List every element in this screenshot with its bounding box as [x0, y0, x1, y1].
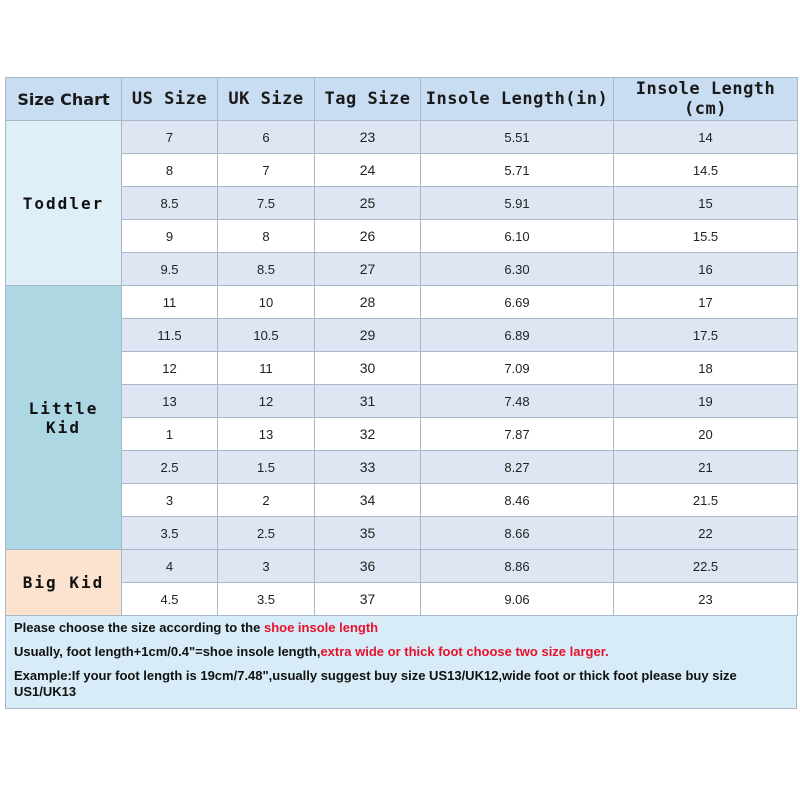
us-size-cell: 12	[122, 352, 218, 385]
tag-size-cell: 26	[315, 220, 421, 253]
tag-size-cell: 32	[315, 418, 421, 451]
table-row	[6, 385, 798, 418]
us-size-cell: 8	[122, 154, 218, 187]
insole-cm-cell: 16	[614, 253, 798, 286]
tag-size-cell: 24	[315, 154, 421, 187]
insole-in-cell: 6.30	[421, 253, 614, 286]
tag-size-cell: 37	[315, 583, 421, 616]
group-big-kid: Big Kid	[6, 550, 122, 616]
table-row	[6, 352, 798, 385]
insole-cm-cell: 21.5	[614, 484, 798, 517]
table-row	[6, 517, 798, 550]
uk-size-cell: 12	[218, 385, 315, 418]
tag-size-cell: 34	[315, 484, 421, 517]
us-size-cell: 9	[122, 220, 218, 253]
insole-in-cell: 7.09	[421, 352, 614, 385]
insole-cm-cell: 17	[614, 286, 798, 319]
us-size-cell: 11.5	[122, 319, 218, 352]
header-tag-size: Tag Size	[315, 78, 421, 121]
uk-size-cell: 6	[218, 121, 315, 154]
insole-in-cell: 5.91	[421, 187, 614, 220]
table-row	[6, 484, 798, 517]
insole-in-cell: 5.71	[421, 154, 614, 187]
table-row	[6, 418, 798, 451]
header-insole-cm: Insole Length (cm)	[614, 78, 798, 121]
tag-size-cell: 31	[315, 385, 421, 418]
insole-cm-cell: 23	[614, 583, 798, 616]
insole-in-cell: 7.87	[421, 418, 614, 451]
tag-size-cell: 30	[315, 352, 421, 385]
uk-size-cell: 8	[218, 220, 315, 253]
insole-cm-cell: 15	[614, 187, 798, 220]
header-row	[6, 78, 798, 121]
size-chart	[5, 77, 797, 709]
insole-cm-cell: 18	[614, 352, 798, 385]
table-row	[6, 319, 798, 352]
table-row	[6, 220, 798, 253]
insole-in-cell: 5.51	[421, 121, 614, 154]
insole-cm-cell: 20	[614, 418, 798, 451]
header-size-chart: Size Chart	[6, 78, 122, 121]
tag-size-cell: 27	[315, 253, 421, 286]
header-us-size: US Size	[122, 78, 218, 121]
uk-size-cell: 7.5	[218, 187, 315, 220]
insole-cm-cell: 21	[614, 451, 798, 484]
table-row	[6, 583, 798, 616]
us-size-cell: 11	[122, 286, 218, 319]
uk-size-cell: 8.5	[218, 253, 315, 286]
insole-cm-cell: 15.5	[614, 220, 798, 253]
uk-size-cell: 2	[218, 484, 315, 517]
uk-size-cell: 3	[218, 550, 315, 583]
insole-cm-cell: 14.5	[614, 154, 798, 187]
size-notes	[5, 616, 797, 709]
us-size-cell: 2.5	[122, 451, 218, 484]
us-size-cell: 3	[122, 484, 218, 517]
insole-in-cell: 6.10	[421, 220, 614, 253]
tag-size-cell: 29	[315, 319, 421, 352]
uk-size-cell: 10	[218, 286, 315, 319]
table-row	[6, 253, 798, 286]
insole-in-cell: 6.89	[421, 319, 614, 352]
us-size-cell: 3.5	[122, 517, 218, 550]
note-line-2: Usually, foot length+1cm/0.4"=shoe insole length,extra wide or thick foot choose two size larger.	[14, 644, 609, 659]
group-toddler: Toddler	[6, 121, 122, 286]
header-insole-in: Insole Length(in)	[421, 78, 614, 121]
insole-in-cell: 8.66	[421, 517, 614, 550]
insole-cm-cell: 19	[614, 385, 798, 418]
size-table	[5, 77, 798, 616]
note-highlight-wide-foot: extra wide or thick foot choose two size larger.	[320, 644, 609, 659]
us-size-cell: 4	[122, 550, 218, 583]
uk-size-cell: 1.5	[218, 451, 315, 484]
us-size-cell: 4.5	[122, 583, 218, 616]
insole-in-cell: 9.06	[421, 583, 614, 616]
group-little-kid: Little Kid	[6, 286, 122, 550]
insole-in-cell: 8.86	[421, 550, 614, 583]
note-line-1: Please choose the size according to the shoe insole length	[14, 620, 379, 635]
uk-size-cell: 10.5	[218, 319, 315, 352]
table-row	[6, 187, 798, 220]
uk-size-cell: 11	[218, 352, 315, 385]
table-row	[6, 121, 798, 154]
insole-cm-cell: 14	[614, 121, 798, 154]
tag-size-cell: 36	[315, 550, 421, 583]
insole-cm-cell: 22.5	[614, 550, 798, 583]
uk-size-cell: 7	[218, 154, 315, 187]
us-size-cell: 13	[122, 385, 218, 418]
tag-size-cell: 33	[315, 451, 421, 484]
us-size-cell: 9.5	[122, 253, 218, 286]
insole-cm-cell: 17.5	[614, 319, 798, 352]
uk-size-cell: 2.5	[218, 517, 315, 550]
us-size-cell: 8.5	[122, 187, 218, 220]
us-size-cell: 1	[122, 418, 218, 451]
insole-cm-cell: 22	[614, 517, 798, 550]
note-line-3: Example:If your foot length is 19cm/7.48",usually suggest buy size US13/UK12,wide foot or thick foot please buy size US1/UK13	[14, 668, 737, 699]
table-row	[6, 154, 798, 187]
table-row	[6, 286, 798, 319]
table-row	[6, 451, 798, 484]
tag-size-cell: 25	[315, 187, 421, 220]
header-uk-size: UK Size	[218, 78, 315, 121]
us-size-cell: 7	[122, 121, 218, 154]
tag-size-cell: 35	[315, 517, 421, 550]
uk-size-cell: 13	[218, 418, 315, 451]
tag-size-cell: 23	[315, 121, 421, 154]
insole-in-cell: 8.27	[421, 451, 614, 484]
uk-size-cell: 3.5	[218, 583, 315, 616]
insole-in-cell: 6.69	[421, 286, 614, 319]
insole-in-cell: 8.46	[421, 484, 614, 517]
tag-size-cell: 28	[315, 286, 421, 319]
note-highlight-insole: shoe insole length	[263, 620, 379, 635]
insole-in-cell: 7.48	[421, 385, 614, 418]
table-row	[6, 550, 798, 583]
